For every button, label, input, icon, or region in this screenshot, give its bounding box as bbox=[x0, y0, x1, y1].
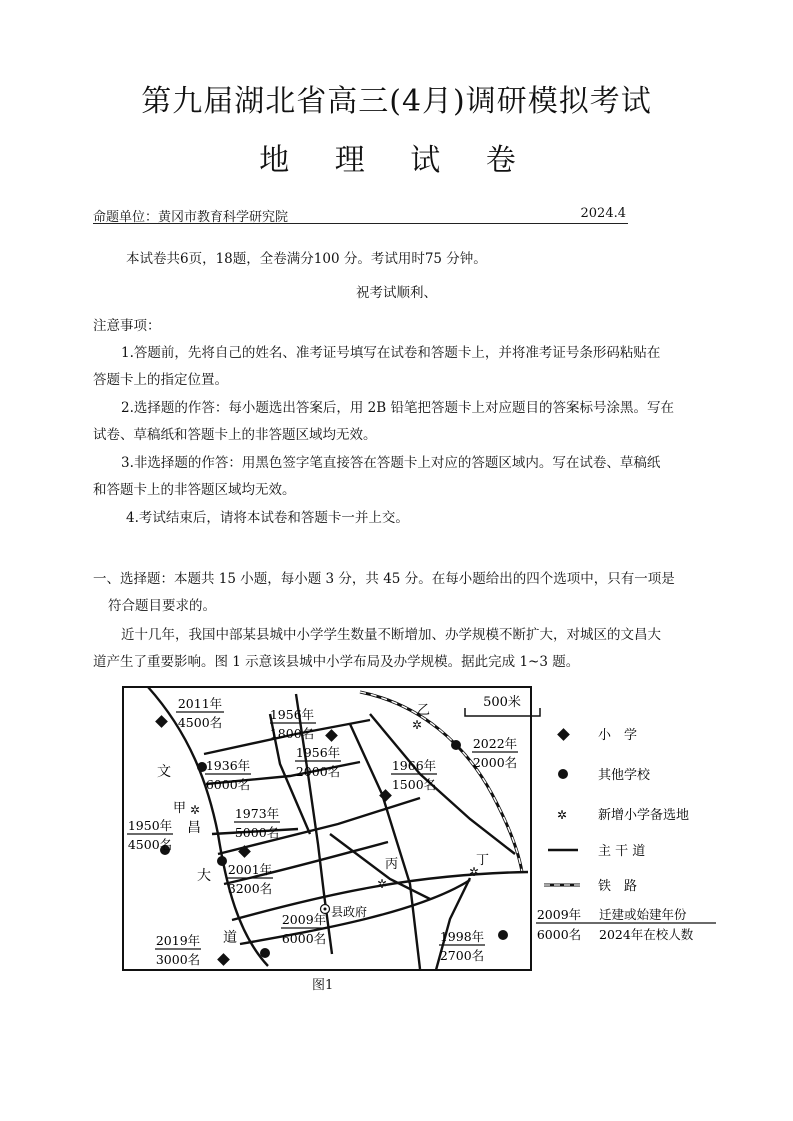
candidate-site-icon: ✲ bbox=[469, 865, 480, 879]
legend-rail-label: 铁 路 bbox=[598, 879, 638, 894]
section-heading: 一、选择题：本题共 15 小题，每小题 3 分，共 45 分。在每小题给出的四个选项中，只有一项是 bbox=[93, 571, 675, 587]
school-year: 1998年 bbox=[439, 929, 485, 944]
road-char: 昌 bbox=[187, 820, 201, 836]
school-map bbox=[120, 684, 720, 994]
legend-primary-icon bbox=[557, 728, 570, 741]
school-count: 3200名 bbox=[227, 881, 273, 896]
legend-candidate-icon: ✲ bbox=[557, 808, 568, 822]
exam-title: 第九届湖北省高三(4月)调研模拟考试 bbox=[141, 84, 652, 119]
legend-road-label: 主 干 道 bbox=[598, 844, 646, 859]
railway bbox=[360, 692, 522, 872]
primary-school-icon bbox=[217, 953, 230, 966]
notice-item: 4.考试结束后，请将本试卷和答题卡一并上交。 bbox=[126, 510, 409, 526]
figure-1 bbox=[120, 684, 720, 994]
legend-sample-count: 6000名 bbox=[536, 927, 582, 942]
figure-caption: 图1 bbox=[312, 978, 334, 993]
place-ding: 丁 bbox=[476, 853, 490, 868]
school-labels bbox=[127, 696, 518, 967]
school-count: 1800名 bbox=[269, 726, 315, 741]
road-char: 大 bbox=[197, 868, 211, 884]
school-year: 2022年 bbox=[472, 736, 518, 751]
unit-label: 命题单位：黄冈市教育科学研究院 bbox=[93, 210, 289, 225]
road-char: 文 bbox=[157, 764, 171, 780]
school-year: 1956年 bbox=[269, 707, 315, 722]
intro-line: 本试卷共6页，18题，全卷满分100 分。考试用时75 分钟。 bbox=[126, 251, 487, 267]
legend-sample-year: 2009年 bbox=[536, 907, 582, 922]
notice-item: 3.非选择题的作答：用黑色签字笔直接答在答题卡上对应的答题区域内。写在试卷、草稿纸 bbox=[121, 455, 661, 471]
school-year: 2011年 bbox=[177, 696, 223, 711]
unit-line bbox=[93, 206, 628, 224]
notice-item: 试卷、草稿纸和答题卡上的非答题区域均无效。 bbox=[93, 427, 377, 443]
legend-count-desc: 2024年在校人数 bbox=[599, 927, 694, 942]
place-gov: 县政府 bbox=[331, 905, 368, 919]
school-count: 3000名 bbox=[155, 952, 201, 967]
school-count: 4500名 bbox=[127, 837, 173, 852]
railway-dash bbox=[360, 692, 522, 872]
school-year: 1956年 bbox=[295, 745, 341, 760]
school-count: 2000名 bbox=[295, 764, 341, 779]
school-year: 1936年 bbox=[205, 758, 251, 773]
school-count: 1500名 bbox=[391, 777, 437, 792]
place-bing: 丙 bbox=[385, 857, 399, 872]
school-count: 4500名 bbox=[177, 715, 223, 730]
exam-date: 2024.4 bbox=[580, 206, 626, 221]
candidate-site-icon: ✲ bbox=[377, 877, 388, 891]
school-year: 1966年 bbox=[391, 758, 437, 773]
legend-year-desc: 迁建或始建年份 bbox=[599, 907, 687, 922]
school-year: 2001年 bbox=[227, 862, 273, 877]
place-jia: 甲 bbox=[173, 801, 187, 816]
school-count: 2000名 bbox=[472, 755, 518, 770]
school-count: 6000名 bbox=[205, 777, 251, 792]
school-year: 2009年 bbox=[281, 912, 327, 927]
legend-other-icon bbox=[558, 769, 568, 779]
school-year: 2019年 bbox=[155, 933, 201, 948]
legend bbox=[536, 728, 716, 942]
scale-label: 500米 bbox=[483, 695, 521, 710]
exam-subtitle: 地 理 试 卷 bbox=[259, 143, 534, 178]
wish-line: 祝考试顺利、 bbox=[356, 285, 437, 301]
candidate-site-icon: ✲ bbox=[412, 718, 423, 732]
other-school-icon bbox=[498, 930, 508, 940]
question-stem: 近十几年，我国中部某县城中小学学生数量不断增加、办学规模不断扩大，对城区的文昌大 bbox=[121, 627, 661, 643]
legend-other-label: 其他学校 bbox=[598, 768, 651, 783]
section-heading-cont: 符合题目要求的。 bbox=[108, 598, 216, 614]
other-school-icon bbox=[451, 740, 461, 750]
notice-item: 2.选择题的作答：每小题选出答案后，用 2B 铅笔把答题卡上对应题目的答案标号涂黑。写在 bbox=[121, 400, 674, 416]
candidate-site-icon: ✲ bbox=[190, 803, 201, 817]
road-char: 道 bbox=[223, 930, 237, 946]
question-stem-cont: 道产生了重要影响。图 1 示意该县城中小学布局及办学规模。据此完成 1~3 题。 bbox=[93, 654, 580, 670]
other-school-icon bbox=[217, 856, 227, 866]
notice-item: 答题卡上的指定位置。 bbox=[93, 372, 228, 388]
legend-candidate-label: 新增小学备选地 bbox=[598, 808, 690, 823]
legend-primary-label: 小 学 bbox=[598, 728, 638, 743]
primary-school-icon bbox=[325, 729, 338, 742]
notice-item: 和答题卡上的非答题区域均无效。 bbox=[93, 482, 296, 498]
place-yi: 乙 bbox=[417, 703, 431, 718]
notice-item: 1.答题前，先将自己的姓名、准考证号填写在试卷和答题卡上，并将准考证号条形码粘贴在 bbox=[121, 345, 661, 361]
school-year: 1973年 bbox=[234, 806, 280, 821]
gov-marker-dot bbox=[324, 908, 327, 911]
school-count: 6000名 bbox=[281, 931, 327, 946]
school-year: 1950年 bbox=[127, 818, 173, 833]
school-count: 5000名 bbox=[234, 825, 280, 840]
notice-heading: 注意事项： bbox=[93, 318, 161, 334]
school-count: 2700名 bbox=[439, 948, 485, 963]
other-school-icon bbox=[260, 948, 270, 958]
primary-school-icon bbox=[155, 715, 168, 728]
